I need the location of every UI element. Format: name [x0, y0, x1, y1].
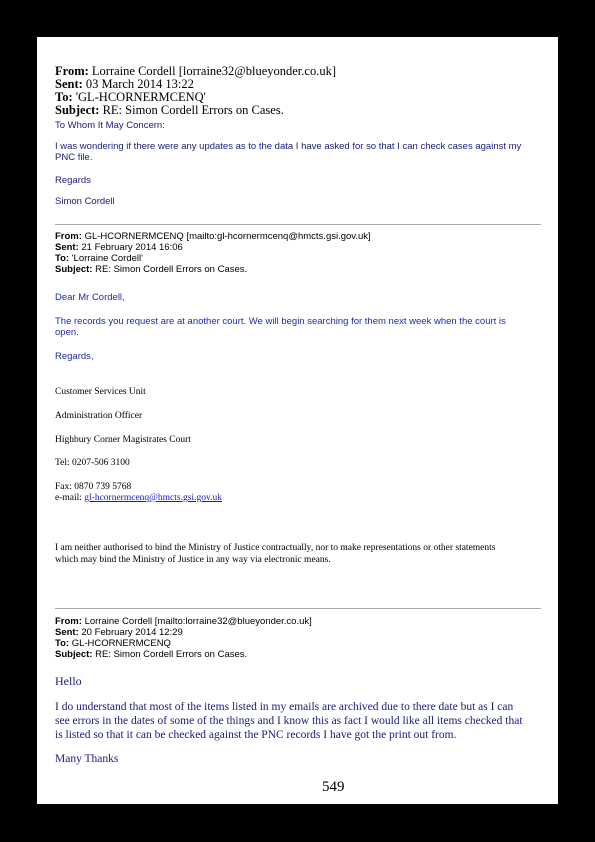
sig-email-label: e-mail:	[55, 493, 85, 503]
email3-salutation: Hello	[55, 674, 82, 688]
email3-from-line	[55, 616, 312, 627]
email2-closing: Regards,	[55, 351, 94, 362]
email-divider	[55, 224, 541, 225]
document-page	[37, 37, 558, 804]
email2-to-line	[55, 253, 371, 264]
email1-closing: Regards	[55, 175, 91, 186]
email2-header	[55, 231, 371, 275]
email3-to-line	[55, 638, 312, 649]
email2-sent-line	[55, 242, 371, 253]
email1-subject-line	[55, 104, 336, 117]
email3-sent-line	[55, 627, 312, 638]
disclaimer-line: which may bind the Ministry of Justice in any way via electronic means.	[55, 555, 331, 565]
email1-body-line: PNC file.	[55, 152, 93, 163]
email3-subject-line	[55, 649, 312, 660]
page-number: 549	[322, 779, 345, 795]
email3-body	[55, 700, 523, 742]
subject-label: Subject:	[55, 103, 100, 117]
sent-label: Sent:	[55, 77, 83, 91]
email2-subject: RE: Simon Cordell Errors on Cases.	[95, 264, 248, 275]
email-divider	[55, 608, 541, 609]
email2-to: 'Lorraine Cordell'	[71, 253, 143, 264]
email1-sent: 03 March 2014 13:22	[85, 77, 194, 91]
from-label: From:	[55, 616, 82, 627]
email3-body-line: I do understand that most of the items listed in my emails are archived due to there date but as I can	[55, 701, 514, 713]
email3-closing: Many Thanks	[55, 753, 119, 765]
sig-title: Administration Officer	[55, 411, 143, 421]
sig-unit: Customer Services Unit	[55, 387, 146, 397]
from-label: From:	[55, 64, 89, 78]
email2-body-line: The records you request are at another court. We will begin searching for them next week when the court is	[55, 316, 506, 327]
email1-signature: Simon Cordell	[55, 196, 115, 207]
subject-label: Subject:	[55, 649, 93, 660]
email2-from-line	[55, 231, 371, 242]
email1-body-line: I was wondering if there were any updates as to the data I have asked for so that I can check cases against my	[55, 141, 522, 152]
sig-email-line	[55, 493, 222, 503]
email1-to: 'GL-HCORNERMCENQ'	[75, 90, 206, 104]
email2-salutation: Dear Mr Cordell,	[55, 292, 125, 303]
email2-from: GL-HCORNERMCENQ [mailto:gl-hcornermcenq@hmcts.gsi.gov.uk]	[84, 231, 371, 242]
disclaimer	[55, 542, 495, 566]
to-label: To:	[55, 638, 70, 649]
to-label: To:	[55, 253, 70, 264]
email1-from: Lorraine Cordell [lorraine32@blueyonder.co.uk]	[91, 64, 336, 78]
email3-from: Lorraine Cordell [mailto:lorraine32@blueyonder.co.uk]	[84, 616, 312, 627]
email1-body	[55, 141, 521, 163]
email2-sent: 21 February 2014 16:06	[81, 242, 183, 253]
email3-to: GL-HCORNERMCENQ	[71, 638, 171, 649]
sig-tel: Tel: 0207-506 3100	[55, 458, 130, 468]
to-label: To:	[55, 90, 73, 104]
email3-subject: RE: Simon Cordell Errors on Cases.	[95, 649, 248, 660]
email1-header	[55, 65, 336, 117]
sig-court: Highbury Corner Magistrates Court	[55, 435, 191, 445]
sent-label: Sent:	[55, 242, 79, 253]
email1-salutation: To Whom It May Concern:	[55, 120, 165, 131]
sent-label: Sent:	[55, 627, 79, 638]
subject-label: Subject:	[55, 264, 93, 275]
email1-subject: RE: Simon Cordell Errors on Cases.	[102, 103, 284, 117]
disclaimer-line: I am neither authorised to bind the Ministry of Justice contractually, nor to make representations or other statements	[55, 543, 496, 553]
email2-subject-line	[55, 264, 371, 275]
from-label: From:	[55, 231, 82, 242]
email3-body-line: is listed so that it can be checked against the PNC records I have got the print out from.	[55, 729, 457, 741]
email2-body-line: open.	[55, 327, 79, 338]
sig-fax: Fax: 0870 739 5768	[55, 482, 132, 492]
email2-body	[55, 316, 506, 338]
email3-body-line: see errors in the dates of some of the things and I know this as fact I would like all items checked that	[55, 715, 523, 727]
email3-header	[55, 616, 312, 660]
email3-sent: 20 February 2014 12:29	[81, 627, 183, 638]
sig-email-link[interactable]: gl-hcornermcenq@hmcts.gsi.gov.uk	[84, 493, 222, 503]
